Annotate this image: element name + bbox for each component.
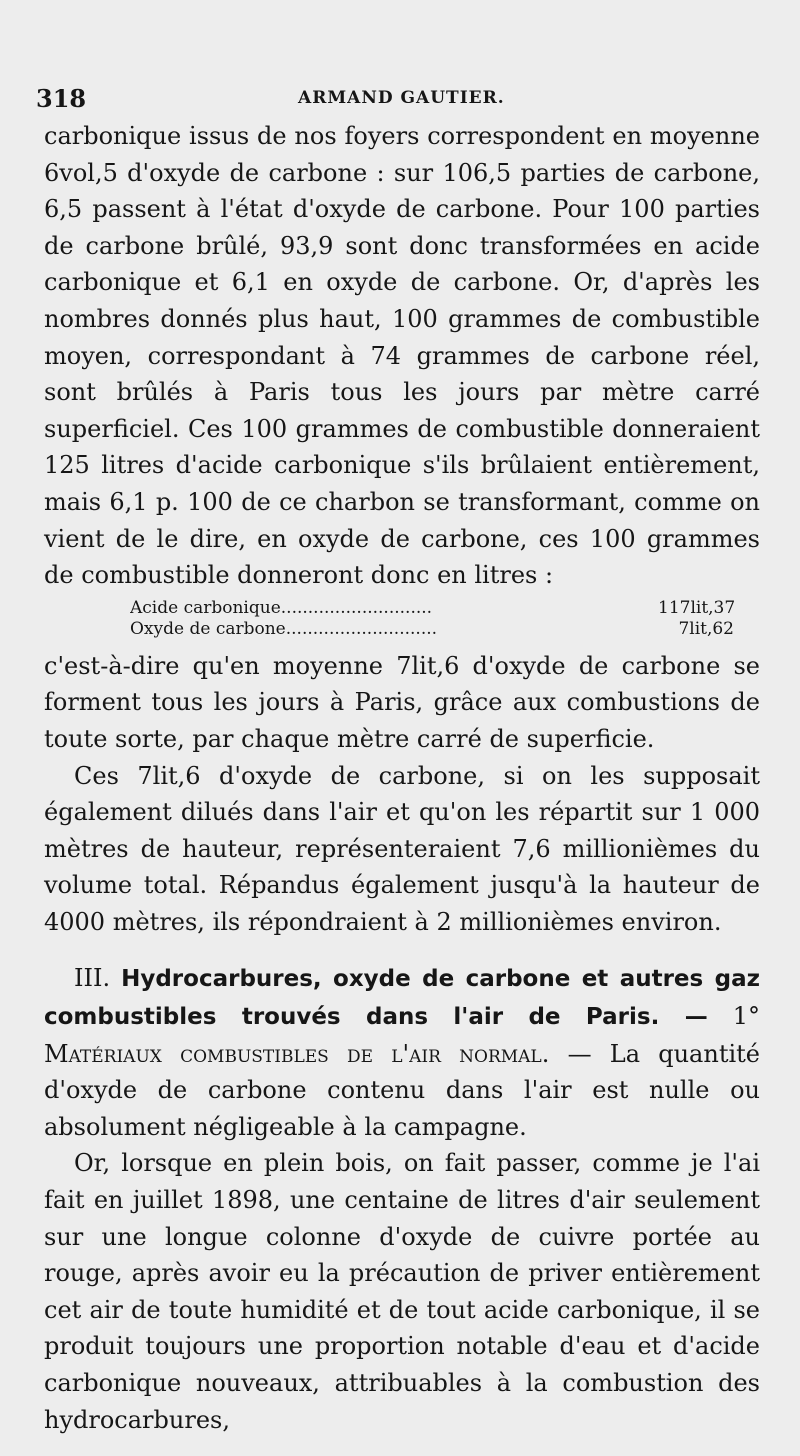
results-table	[44, 594, 760, 648]
row-label: Oxyde de carbone............................	[130, 618, 438, 639]
running-head-author: ARMAND GAUTIER.	[298, 88, 505, 108]
page-number: 318	[36, 84, 87, 113]
paragraph: Or, lorsque en plein bois, on fait passer, comme je l'ai fait en juillet 1898, une centaine de litres d'air seulement sur une longue colonne d'oxyde de cuivre portée au rouge, après avoir eu la précaution de priver entièrement cet air de toute humidité et de tout acide carbonique, il se produit toujours une proportion notable d'eau et d'acide carbonique nouveaux, attribuables à la combustion des hydrocarbures,	[44, 1149, 760, 1434]
paragraph: carbonique issus de nos foyers correspondent en moyenne 6vol,5 d'oxyde de carbone : sur 106,5 parties de carbone, 6,5 passent à l'état d'oxyde de carbone. Pour 100 parties de carbone brûlé, 93,9 sont donc transformées en acide carbonique et 6,1 en oxyde de carbone. Or, d'après les nombres donnés plus haut, 100 grammes de combustible moyen, correspondant à 74 grammes de carbone réel, sont brûlés à Paris tous les jours par mètre carré superficiel. Ces 100 grammes de combustible donneraient 125 litres d'acide carbonique s'ils brûlaient entièrement, mais 6,1 p. 100 de ce charbon se transformant, comme on vient de le dire, en oxyde de carbone, ces 100 grammes de combustible donneront donc en litres :	[44, 122, 760, 590]
section-heading-paragraph	[44, 960, 760, 1145]
running-header	[36, 84, 760, 114]
table-row	[130, 619, 734, 640]
section-text: — La quantité d'oxyde de carbone contenu dans l'air est nulle ou absolument négligeable à la campagne.	[44, 1039, 760, 1141]
section-subheading: 1° Matériaux combustibles de l'air normal.	[44, 1002, 760, 1068]
row-value: 117lit,37	[658, 597, 736, 618]
paragraph: Ces 7lit,6 d'oxyde de carbone, si on les supposait également dilués dans l'air et qu'on les répartit sur 1 000 mètres de hauteur, représenteraient 7,6 millionièmes du volume total. Répandus également jusqu'à la hauteur de 4000 mètres, ils répondraient à 2 millionièmes environ.	[44, 761, 760, 936]
section-number: III.	[74, 964, 111, 993]
paragraph: c'est-à-dire qu'en moyenne 7lit,6 d'oxyde de carbone se forment tous les jours à Paris, grâce aux combustions de toute sorte, par chaque mètre carré de superficie.	[44, 651, 760, 753]
section-title: Hydrocarbures, oxyde de carbone et autres gaz combustibles trouvés dans l'air de Paris. —	[44, 966, 760, 1031]
table-row	[130, 598, 734, 619]
row-value: 7lit,62	[678, 618, 734, 639]
row-label: Acide carbonique............................	[130, 597, 433, 618]
body-text	[44, 118, 760, 1438]
